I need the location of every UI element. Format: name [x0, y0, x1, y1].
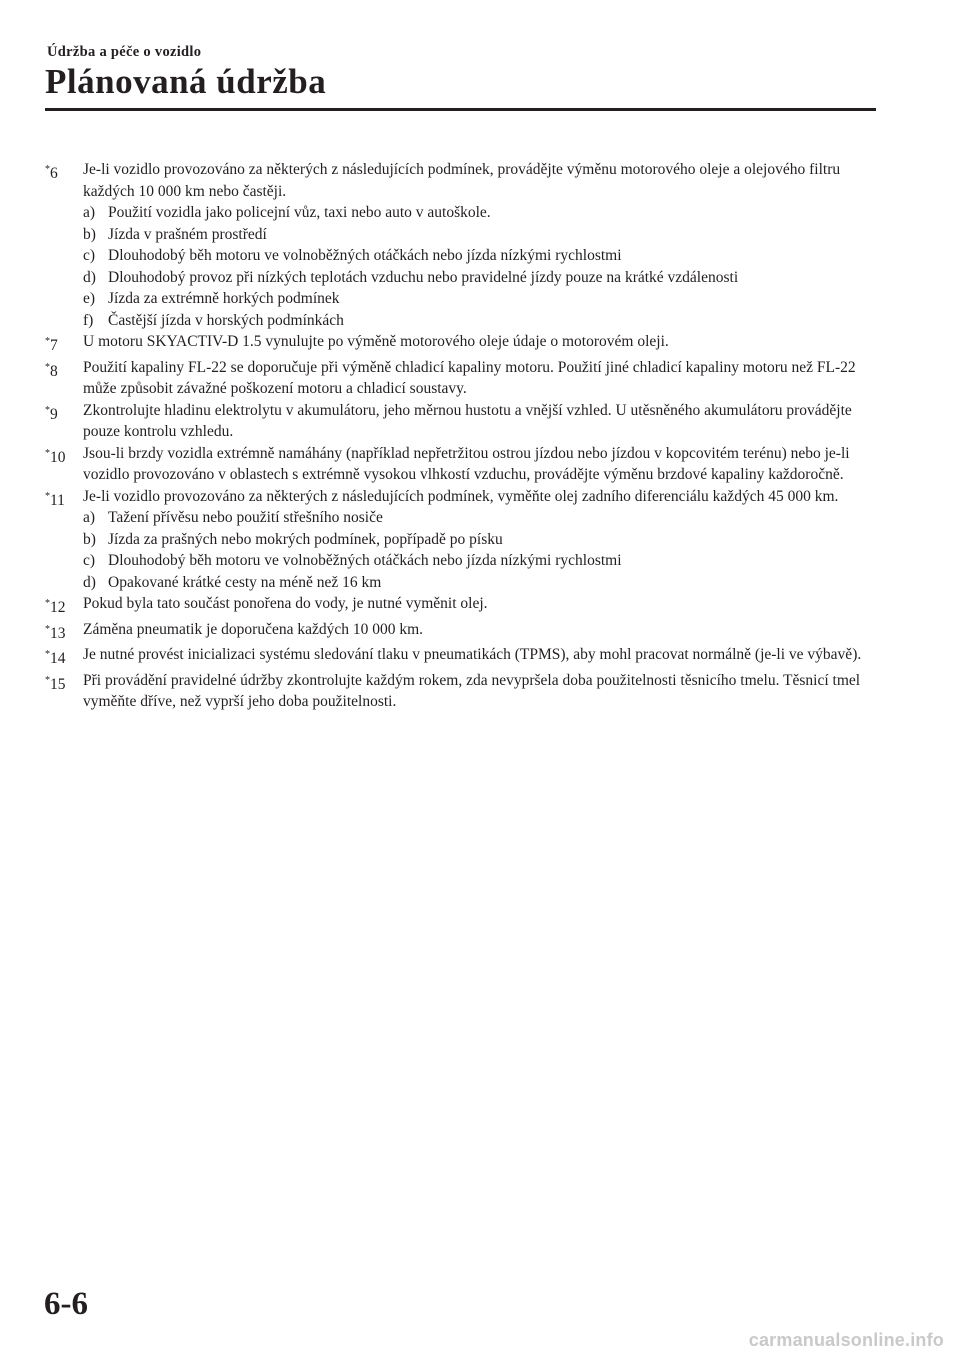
condition-item [83, 507, 875, 529]
footnote-body [83, 619, 875, 645]
footnote [45, 443, 875, 486]
footnote [45, 593, 875, 619]
footnote-number: 14 [50, 650, 66, 667]
footnote-text: Při provádění pravidelné údržby zkontrolujte každým rokem, zda nevypršela doba použitelnosti těsnicího tmelu. Těsnicí tmel vyměňte dříve, než vyprší jeho doba použitelnosti. [83, 671, 861, 710]
footnote-asterisk: * [45, 336, 50, 347]
footnote-marker [45, 619, 83, 645]
footnote-body [83, 644, 875, 670]
footnote [45, 331, 875, 357]
condition-text: Dlouhodobý provoz při nízkých teplotách vzduchu nebo pravidelné jízdy pouze na krátké vzdálenosti [108, 268, 739, 286]
footnote-marker [45, 443, 83, 486]
footnote-number: 10 [50, 448, 66, 466]
footnote-text: Použití kapaliny FL-22 se doporučuje při výměně chladicí kapaliny motoru. Použití jiné chladicí kapaliny motoru než FL-22 může způsobit závažné poškození motoru a chladicí soustavy. [83, 358, 856, 397]
condition-letter: b) [83, 225, 96, 243]
footnote-list [45, 159, 875, 713]
condition-item [83, 288, 875, 310]
condition-letter: b) [83, 530, 96, 548]
condition-letter: d) [83, 268, 96, 286]
footnote-body [83, 159, 875, 331]
condition-letter: a) [83, 509, 96, 526]
condition-letter: c) [83, 247, 96, 264]
condition-letter: f) [83, 311, 94, 329]
footnote-number: 9 [50, 405, 58, 423]
footnote-marker [45, 593, 83, 619]
footnote-asterisk: * [45, 361, 50, 373]
footnote [45, 486, 875, 594]
footnote-asterisk: * [45, 598, 50, 609]
footnote-text: Zkontrolujte hladinu elektrolytu v akumulátoru, jeho měrnou hustotu a vnější vzhled. U utěsněného akumulátoru provádějte pouze kontrolu vzhledu. [83, 401, 852, 440]
page-number: 6-6 [44, 1286, 88, 1322]
footnote-text: Záměna pneumatik je doporučena každých 10 000 km. [83, 620, 424, 638]
condition-text: Jízda za extrémně horkých podmínek [108, 290, 340, 307]
footnote-body [83, 443, 875, 486]
title-rule [45, 108, 876, 111]
footnote [45, 159, 875, 331]
footnote-number: 11 [50, 491, 65, 509]
condition-item [83, 224, 875, 246]
footnote-marker [45, 670, 83, 713]
condition-item [83, 245, 875, 267]
condition-letter: a) [83, 204, 96, 221]
footnote-text: Pokud byla tato součást ponořena do vody, je nutné vyměnit olej. [83, 595, 488, 612]
footnote-body [83, 331, 875, 357]
footnote [45, 670, 875, 713]
condition-item [83, 529, 875, 551]
condition-text: Jízda za prašných nebo mokrých podmínek, popřípadě po písku [108, 530, 503, 548]
footnote-text: Je-li vozidlo provozováno za některých z následujících podmínek, vyměňte olej zadního diferenciálu každých 45 000 km. [83, 487, 839, 505]
footnote-marker [45, 331, 83, 357]
footnote-text: Jsou-li brzdy vozidla extrémně namáhány (například nepřetržitou ostrou jízdou nebo jízdou v kopcovitém terénu) nebo je-li vozidlo provozováno v oblastech s extrémně vysokou vlhkostí vzduchu, provádějte výměnu brzdové kapaliny každoročně. [83, 444, 850, 483]
footnote-number: 15 [50, 675, 66, 693]
condition-text: Opakované krátké cesty na méně než 16 km [108, 573, 382, 591]
footnote-number: 8 [50, 362, 58, 380]
watermark-text: carmanualsonline.info [748, 1330, 944, 1350]
condition-letter: d) [83, 573, 96, 591]
footnote-body [83, 357, 875, 400]
footnote-number: 7 [50, 337, 58, 354]
condition-text: Dlouhodobý běh motoru ve volnoběžných otáčkách nebo jízda nízkými rychlostmi [108, 552, 622, 569]
footnote-asterisk: * [45, 490, 50, 502]
footnote-marker [45, 644, 83, 670]
section-label: Údržba a péče o vozidlo [47, 44, 202, 60]
footnote-body [83, 486, 875, 594]
footnote [45, 400, 875, 443]
footnote-asterisk: * [45, 674, 50, 686]
footnote-asterisk: * [45, 164, 50, 175]
condition-item [83, 550, 875, 572]
footnote-body [83, 593, 875, 619]
footnote [45, 644, 875, 670]
condition-item [83, 310, 875, 332]
footnote-marker [45, 357, 83, 400]
footnote-marker [45, 400, 83, 443]
page-title: Plánovaná údržba [45, 62, 327, 101]
condition-item [83, 572, 875, 594]
condition-text: Dlouhodobý běh motoru ve volnoběžných otáčkách nebo jízda nízkými rychlostmi [108, 247, 622, 264]
condition-text: Jízda v prašném prostředí [108, 225, 267, 243]
footnote-number: 12 [50, 599, 66, 616]
footnote-asterisk: * [45, 404, 50, 416]
footnote [45, 619, 875, 645]
footnote-text: Je-li vozidlo provozováno za některých z následujících podmínek, provádějte výměnu motorového oleje a olejového filtru každých 10 000 km nebo častěji. [83, 161, 841, 200]
footnote-asterisk: * [45, 623, 50, 635]
footnote-asterisk: * [45, 649, 50, 660]
footnote-body [83, 670, 875, 713]
condition-text: Tažení přívěsu nebo použití střešního nosiče [108, 509, 383, 526]
footnote-body [83, 400, 875, 443]
footnote-number: 6 [50, 165, 58, 182]
footnote-marker [45, 159, 83, 331]
footnote-marker [45, 486, 83, 594]
footnote-text: Je nutné provést inicializaci systému sledování tlaku v pneumatikách (TPMS), aby mohl pracovat normálně (je-li ve výbavě). [83, 646, 862, 663]
condition-letter: c) [83, 552, 96, 569]
footnote-text: U motoru SKYACTIV-D 1.5 vynulujte po výměně motorového oleje údaje o motorovém oleji. [83, 333, 669, 350]
condition-letter: e) [83, 290, 96, 307]
footnote-asterisk: * [45, 447, 50, 459]
footnote-number: 13 [50, 624, 66, 642]
condition-text: Častější jízda v horských podmínkách [108, 311, 344, 329]
condition-item [83, 267, 875, 289]
condition-text: Použití vozidla jako policejní vůz, taxi nebo auto v autoškole. [108, 204, 491, 221]
footnote [45, 357, 875, 400]
condition-item [83, 202, 875, 224]
